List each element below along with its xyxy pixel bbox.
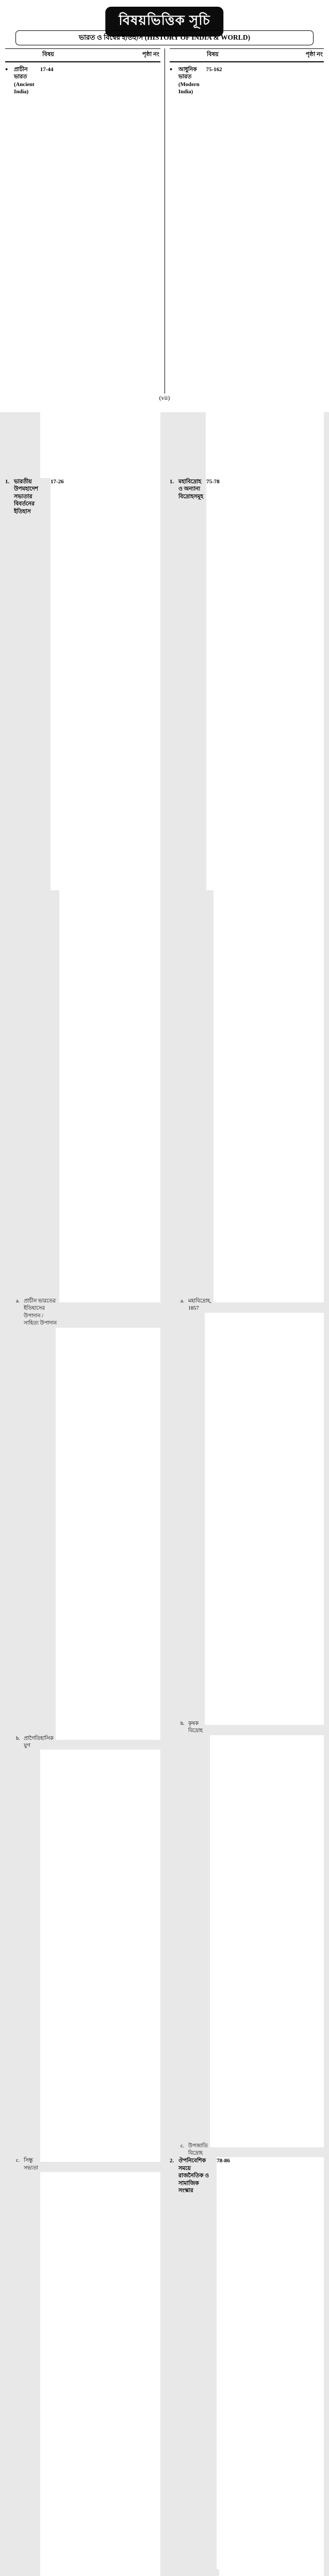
entry-text: মহাবিদ্রোহ ও অন্যান্য বিদ্রোহসমূহ [178,479,204,500]
entry-text: ভারতীয় উপমহাদেশ সভ্যতার বিবর্তনের ইতিহাস [14,479,38,515]
entry-text: প্রাগৈতিহাসিক যুগ [24,1735,54,1749]
entry-page-number: 75-162 [206,66,324,478]
entry-marker: a. [180,1298,185,1304]
subject-title: ভারত ও বিশ্বের ইতিহাস (HISTORY OF INDIA & WORLD) [15,30,314,45]
entry-text: সিন্ধু সভ্যতা [24,2158,39,2171]
toc-subentry-row [5,890,160,1328]
entry-text: উপজাতি বিদ্রোহ [188,2143,208,2157]
toc-subentry-row [170,1735,324,2158]
header-page-label: পৃষ্ঠা নং [305,52,323,58]
toc-section-row [170,66,324,478]
toc-subentry-row [170,890,324,1313]
entry-page-number [56,1328,160,1740]
toc-subentry-row [5,1328,160,1750]
page-number: (vii) [159,394,170,401]
entry-page-number: 78-86 [217,2157,324,2569]
entry-marker: b. [16,1735,20,1741]
entry-page-number [219,2569,324,2576]
entry-text: ঔপনিবেশিক সময়ে রাজনৈতিক ও সামাজিক সংস্কার [178,2158,209,2194]
entry-text: প্রাচীন ভারত (Ancient India) [14,66,35,95]
toc-subentry-row [5,2172,160,2576]
toc-subentry-row [170,2569,324,2576]
entry-marker: 1. [5,479,10,485]
entry-page-number [40,2172,160,2576]
toc-entry-row [170,478,324,890]
toc-column-left [5,48,164,2171]
toc-entries-left [5,66,160,2576]
header-page-label: পৃষ্ঠা নং [142,52,159,58]
page-title: বিষয়ভিত্তিক সূচি [105,7,223,37]
column-header [170,48,324,62]
entry-marker: c. [180,2143,185,2149]
entry-marker: c. [16,2158,20,2164]
entry-marker: a. [16,1298,20,1304]
bullet-icon: ● [5,66,8,72]
entry-marker: 2. [170,2158,174,2164]
entry-page-number [205,1313,324,1725]
entry-page-number [40,1750,160,2162]
toc-entries-right [170,66,324,2576]
toc-subentry-row [5,1750,160,2172]
entry-text: মহাবিদ্রোহ, 1857 [188,1298,211,1312]
entry-page-number [213,890,324,1302]
entry-page-number: 75-78 [206,478,324,890]
bullet-icon: ● [170,66,173,72]
header-subject-label: বিষয় [42,52,54,58]
header-subject-label: বিষয় [207,52,219,58]
entry-page-number [59,890,160,1302]
toc-subentry-row [170,1313,324,1735]
entry-text: আধুনিক ভারত (Modern India) [178,66,200,95]
column-header [5,48,160,62]
toc-section-row [5,66,160,478]
toc-entry-row [5,478,160,890]
entry-marker: b. [180,1720,185,1726]
entry-page-number: 17-44 [40,66,160,478]
entry-text: কৃষক বিদ্রোহ [188,1720,203,1734]
entry-text: প্রাচীন ভারতের ইতিহাসের উপাদান / সাহিত্য উপাদান [24,1298,57,1327]
toc-entry-row [170,2157,324,2569]
entry-page-number: 17-26 [51,478,160,890]
entry-page-number [210,1735,324,2147]
entry-marker: 1. [170,479,174,485]
